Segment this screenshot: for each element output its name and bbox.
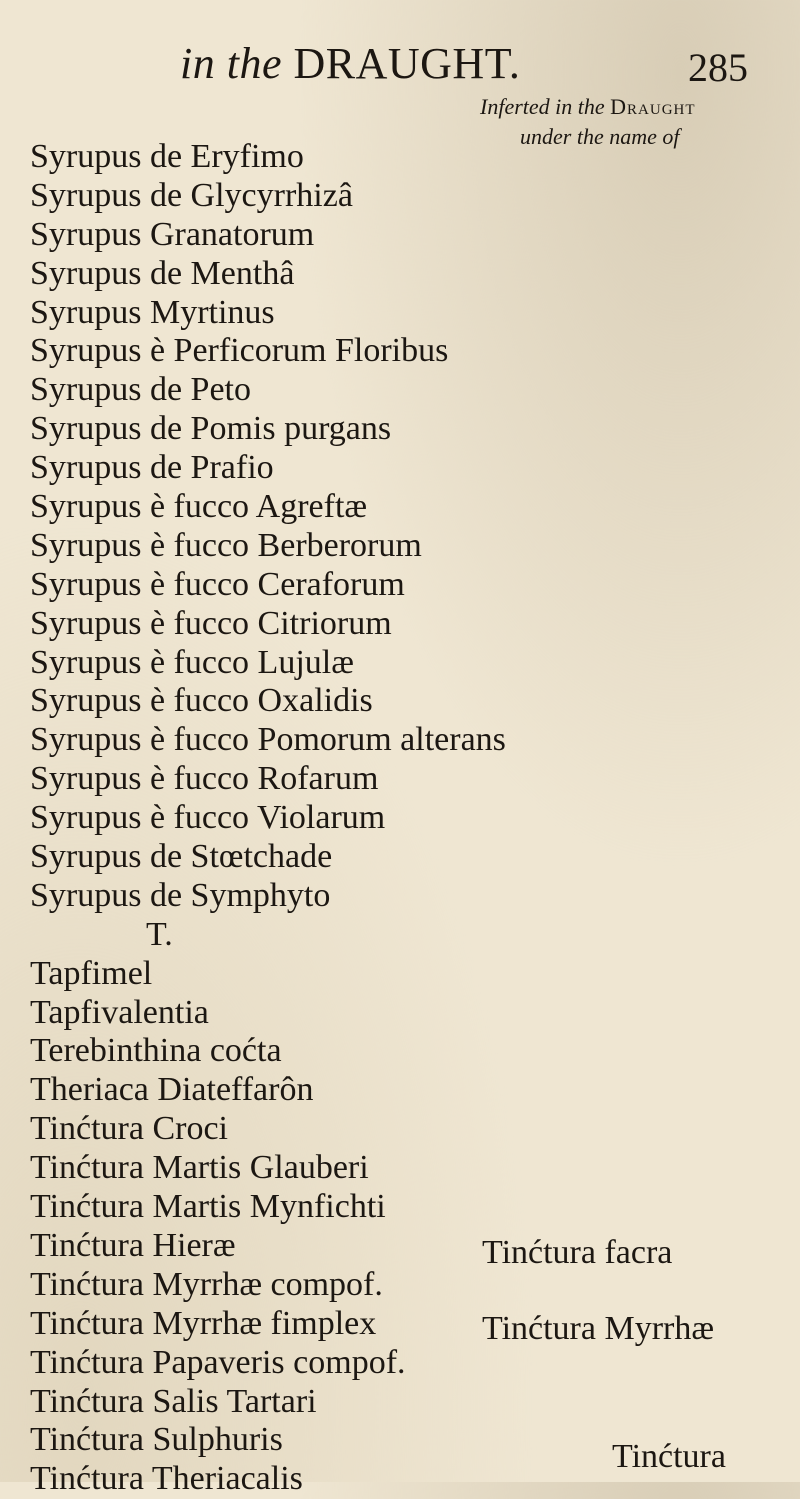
entry: Tinćtura Martis Glauberi	[30, 1149, 369, 1187]
synonym-myrrhae: Tinćtura Myrrhæ	[482, 1310, 715, 1347]
note-line1-text: Inferted in the	[480, 94, 605, 119]
entry: Syrupus de Stœtchade	[30, 838, 333, 876]
note-draught: Draught	[610, 94, 696, 119]
entries-list	[30, 138, 506, 1499]
entry: Tapfimel	[30, 954, 153, 992]
header-title: DRAUGHT.	[293, 39, 521, 88]
entry: Syrupus è fucco Ceraforum	[30, 565, 405, 603]
entry: Syrupus Granatorum	[30, 215, 315, 253]
entry: Theriaca Diateffarôn	[30, 1071, 314, 1109]
entry: Syrupus è fucco Oxalidis	[30, 682, 373, 720]
synonym-hierae: Tinćtura facra	[482, 1234, 673, 1271]
entry: Terebinthina coćta	[30, 1032, 282, 1070]
entry: Syrupus de Eryfimo	[30, 138, 304, 175]
column-note	[480, 92, 696, 152]
entry: Syrupus de Peto	[30, 371, 251, 409]
entry: Tapfivalentia	[30, 993, 209, 1031]
entry: Syrupus de Menthâ	[30, 254, 295, 292]
entry: Syrupus de Glycyrrhizâ	[30, 176, 353, 214]
entry: Tinćtura Myrrhæ compof.	[30, 1265, 383, 1303]
entry: Tinćtura Papaveris compof.	[30, 1343, 406, 1381]
entry: Syrupus è fucco Citriorum	[30, 604, 392, 642]
entry: Tinćtura Myrrhæ fimplex	[30, 1304, 377, 1342]
running-header	[180, 38, 520, 89]
entry: Syrupus de Symphyto	[30, 876, 331, 914]
section-letter: T.	[146, 915, 173, 953]
entry: Tinćtura Martis Mynfichti	[30, 1188, 386, 1226]
entry: Syrupus Myrtinus	[30, 293, 275, 331]
note-line1	[480, 94, 696, 119]
entry: Syrupus è fucco Lujulæ	[30, 643, 354, 681]
entry: Syrupus è fucco Berberorum	[30, 526, 422, 564]
entry: Tinćtura Salis Tartari	[30, 1382, 317, 1420]
entry: Tinćtura Sulphuris	[30, 1421, 283, 1459]
note-line2: under the name of	[520, 124, 680, 149]
entry: Syrupus è fucco Agreftæ	[30, 488, 368, 526]
entry: Tinćtura Theriacalis	[30, 1460, 303, 1498]
entry: Tinćtura Croci	[30, 1110, 229, 1148]
page-number: 285	[688, 45, 748, 90]
entry: Syrupus è Perficorum Floribus	[30, 332, 449, 370]
entry: Syrupus è fucco Rofarum	[30, 760, 379, 798]
entry: Syrupus de Prafio	[30, 449, 274, 487]
entry: Syrupus è fucco Pomorum alterans	[30, 721, 506, 759]
entry: Syrupus è fucco Violarum	[30, 799, 386, 837]
entry: Syrupus de Pomis purgans	[30, 410, 392, 448]
entry: Tinćtura Hieræ	[30, 1226, 236, 1264]
catchword: Tinćtura	[612, 1438, 726, 1475]
header-prefix: in the	[180, 39, 282, 88]
